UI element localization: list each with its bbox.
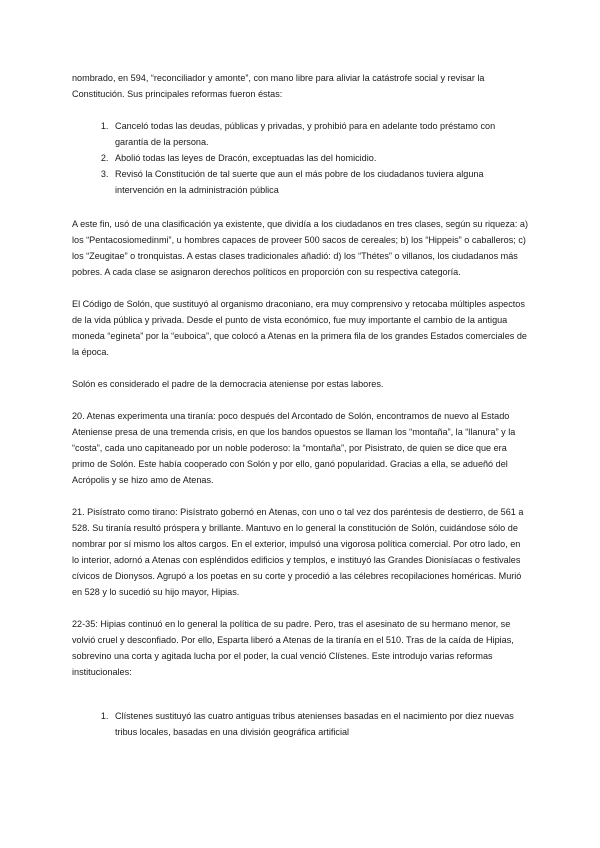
solon-reforms-list xyxy=(72,118,528,198)
paragraph-intro: nombrado, en 594, “reconciliador y amonte”, con mano libre para aliviar la catástrofe social y revisar la Constitución. Sus principales reformas fueron éstas: xyxy=(72,73,485,99)
paragraph-codigo: El Código de Solón, que sustituyó al organismo draconiano, era muy comprensivo y retocaba múltiples aspectos de la vida pública y privada. Desde el punto de vista económico, fue muy importante el cambio de la antigua moneda “egineta” por la “euboica”, que colocó a Atenas en la primera fila de los grandes Estados comerciales de la época. xyxy=(72,299,527,357)
paragraph-section-20: 20. Atenas experimenta una tiranía: poco después del Arcontado de Solón, encontramos de nuevo al Estado Ateniense presa de una tremenda crisis, en que los bandos opuestos se llaman los “montaña”, la “llanura” y la “costa”, cada uno capitaneado por un noble poderoso: la “montaña”, por Pisistrato, de quien se dice que era primo de Solón. Este había cooperado con Solón y por ello, ganó popularidad. Gracias a ella, se adueñó del Acrópolis y se hizo amo de Atenas. xyxy=(72,411,516,485)
list-item: 1. Clístenes sustituyó las cuatro antiguas tribus atenienses basadas en el nacimiento por diez nuevas tribus locales, basadas en una división geográfica artificial xyxy=(111,708,528,740)
list-item: 2. Abolió todas las leyes de Dracón, exceptuadas las del homicidio. xyxy=(111,150,528,166)
list-item: 1. Canceló todas las deudas, públicas y privadas, y prohibió para en adelante todo préstamo con garantía de la persona. xyxy=(111,118,528,150)
clistenes-reforms-list xyxy=(72,708,528,740)
paragraph-classes: A este fin, usó de una clasificación ya existente, que dividía a los ciudadanos en tres clases, según su riqueza: a) los “Pentacosiomedinmi”, u hombres capaces de proveer 500 sacos de cereales; b) los “Hippeis” o caballeros; c) los “Zeugitae” o tronquistas. A estas clases tradicionales añadió: d) los “Thétes” o villanos, los ciudadanos más pobres. A cada clase se asignaron derechos políticos en proporción con su respectiva categoría. xyxy=(72,219,528,277)
paragraph-padre-democracia: Solón es considerado el padre de la democracia ateniense por estas labores. xyxy=(72,379,384,389)
paragraph-section-22-35: 22-35: Hipias continuó en lo general la política de su padre. Pero, tras el asesinato de su hermano menor, se volvió cruel y desconfiado. Por ello, Esparta liberó a Atenas de la tiranía en el 510. Tras de la caída de Hipias, sobrevino una corta y agitada lucha por el poder, la cual venció Clístenes. Este introdujo varias reformas institucionales: xyxy=(72,619,514,677)
list-item: 3. Revisó la Constitución de tal suerte que aun el más pobre de los ciudadanos tuviera alguna intervención en la administración pública xyxy=(111,166,528,198)
paragraph-section-21: 21. Pisístrato como tirano: Pisístrato gobernó en Atenas, con uno o tal vez dos paréntesis de destierro, de 561 a 528. Su tiranía resultó próspera y brillante. Mantuvo en lo general la constitución de Solón, cuidándose sólo de nombrar por sí mismo los altos cargos. En el exterior, impulsó una vigorosa política comercial. Por otro lado, en lo interior, adornó a Atenas con espléndidos edificios y templos, e instituyó las Grandes Dionisíacas o festivales cívicos de Dionysos. Agrupó a los poetas en su corte y procedió a las célebres recopilaciones homéricas. Murió en 528 y lo sucedió su hijo mayor, Hipias. xyxy=(72,507,524,597)
